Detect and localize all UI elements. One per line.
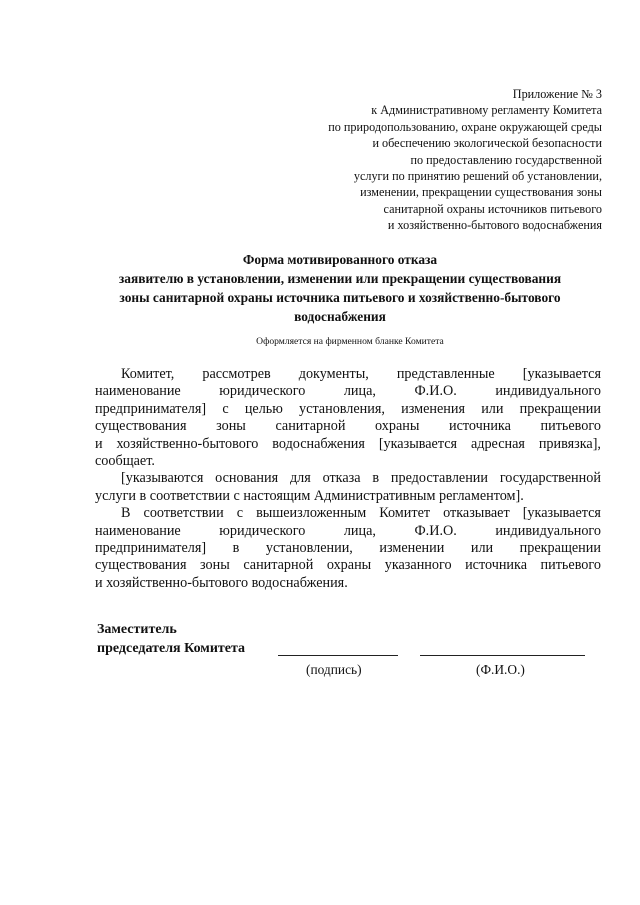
word: адресная — [470, 435, 525, 452]
word: документы, — [298, 366, 369, 382]
appendix-line: Приложение № 3 — [512, 87, 602, 101]
appendix-line: и обеспечению экологической безопасности — [372, 136, 602, 151]
word: хозяйственно-бытового — [116, 435, 259, 452]
text-line — [95, 488, 601, 505]
paragraph-grounds — [95, 470, 601, 505]
word: [указывается — [522, 366, 601, 382]
word: целью — [244, 400, 283, 417]
text-line — [95, 523, 601, 540]
text-line — [95, 436, 601, 453]
word: отказа — [322, 470, 361, 487]
word: Ф.И.О. — [414, 522, 457, 539]
word: представленные — [396, 366, 495, 382]
word: прекращении — [519, 540, 601, 557]
word: с — [222, 400, 229, 417]
word: вышеизложенным — [256, 505, 367, 522]
appendix-line: изменении, прекращении существования зоны — [360, 185, 602, 200]
word: в — [372, 470, 380, 487]
word: водоснабжения — [272, 435, 365, 452]
word: индивидуального — [495, 522, 601, 539]
text-line — [95, 366, 601, 383]
text-line — [95, 383, 601, 400]
signatory-title-line: Заместитель — [97, 622, 177, 637]
word: наименование — [95, 522, 181, 539]
word: и — [95, 435, 103, 452]
signatory-title — [97, 620, 245, 658]
word: соответствии — [143, 505, 224, 522]
title-line: заявителю в установлении, изменении или прекращении существования — [118, 271, 562, 286]
word: лица, — [343, 383, 376, 400]
appendix-header — [282, 86, 602, 234]
text-line — [95, 453, 601, 470]
word: или — [470, 540, 494, 557]
word: зоны — [200, 557, 230, 574]
appendix-line: к Административному регламенту Комитета — [371, 103, 602, 118]
word: [указываются — [121, 470, 204, 487]
word: зоны — [216, 418, 246, 435]
word: Ф.И.О. — [414, 383, 457, 400]
word: в — [232, 540, 240, 557]
word: предоставлении — [390, 470, 488, 487]
word: и хозяйственно-бытового водоснабжения. — [95, 574, 348, 591]
word: сообщает. — [95, 453, 155, 470]
word: санитарной — [275, 418, 346, 435]
word: лица, — [343, 522, 376, 539]
word: существования — [95, 418, 187, 435]
text-line — [95, 540, 601, 557]
body-text — [95, 366, 601, 592]
text-line — [95, 418, 601, 435]
word: охраны — [375, 418, 420, 435]
word: услуги в соответствии с настоящим Административным регламентом]. — [95, 487, 524, 504]
title-line: Форма мотивированного отказа — [242, 252, 438, 267]
paragraph-review — [95, 366, 601, 470]
word: юридического — [219, 522, 306, 539]
signature-caption: (подпись) — [306, 662, 362, 677]
word: [указывается — [522, 505, 601, 522]
title-line: водоснабжения — [294, 309, 386, 324]
word: государственной — [499, 470, 601, 487]
word: питьевого — [540, 418, 601, 435]
word: охраны — [326, 557, 372, 574]
word: Комитет — [379, 505, 431, 522]
name-line — [420, 655, 585, 656]
word: установления, — [299, 400, 385, 417]
document-title — [80, 250, 600, 326]
word: наименование — [95, 383, 181, 400]
word: санитарной — [243, 557, 314, 574]
word: рассмотрев — [202, 366, 271, 382]
word: юридического — [219, 383, 306, 400]
word: источника — [448, 418, 511, 435]
word: существования — [95, 557, 187, 574]
word: основания — [215, 470, 279, 487]
word: [указывается — [378, 435, 458, 452]
word: питьевого — [540, 557, 601, 574]
word: или — [481, 400, 504, 417]
appendix-line: услуги по принятию решений об установлении, — [353, 169, 602, 184]
text-line — [95, 575, 601, 592]
text-line — [95, 470, 601, 487]
word: В — [121, 505, 131, 522]
word: для — [289, 470, 311, 487]
word: прекращении — [519, 400, 601, 417]
word: предпринимателя] — [95, 400, 207, 417]
appendix-line: по предоставлению государственной — [410, 152, 602, 167]
signature-line — [278, 655, 398, 656]
letterhead-note: Оформляется на фирменном бланке Комитета — [256, 336, 444, 347]
text-line — [95, 401, 601, 418]
word: источника — [465, 557, 528, 574]
text-line — [95, 505, 601, 522]
name-caption: (Ф.И.О.) — [476, 662, 525, 677]
word: изменении — [379, 540, 445, 557]
paragraph-refusal — [95, 505, 601, 592]
appendix-line: по природопользованию, охране окружающей среды — [328, 119, 602, 134]
word: установлении, — [265, 540, 353, 557]
word: Комитет, — [121, 366, 175, 382]
word: предпринимателя] — [95, 540, 207, 557]
word: привязка], — [538, 435, 601, 452]
appendix-line: и хозяйственно-бытового водоснабжения — [387, 218, 602, 233]
word: отказывает — [443, 505, 510, 522]
word: индивидуального — [495, 383, 601, 400]
word: указанного — [384, 557, 452, 574]
signatory-title-line: председателя Комитета — [97, 641, 246, 656]
word: изменения — [401, 400, 466, 417]
text-line — [95, 557, 601, 574]
word: с — [236, 505, 244, 522]
appendix-line: санитарной охраны источников питьевого — [383, 201, 602, 216]
title-line: зоны санитарной охраны источника питьевого и хозяйственно-бытового — [119, 290, 561, 305]
